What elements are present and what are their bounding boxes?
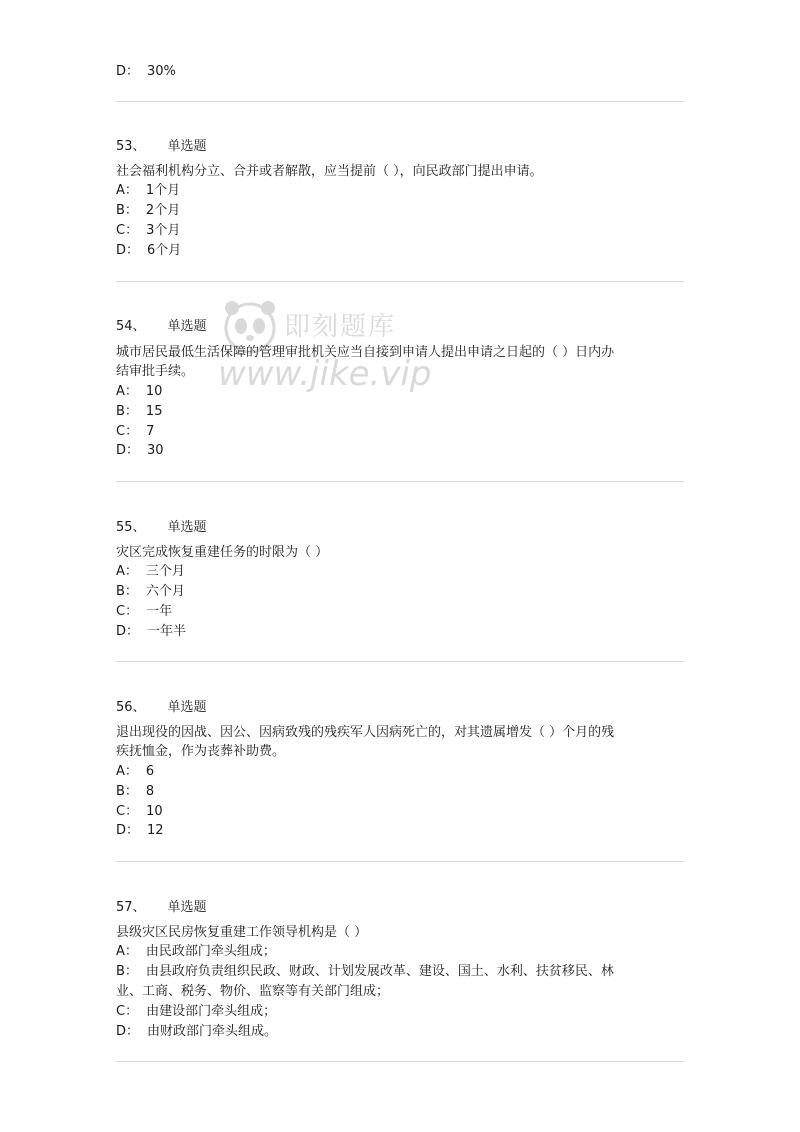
question-header-56 bbox=[116, 698, 207, 718]
question-header-55 bbox=[116, 518, 207, 538]
option-text: 6 bbox=[145, 764, 155, 779]
option-text: 15 bbox=[145, 404, 163, 419]
option-label: B： bbox=[116, 584, 138, 599]
option-text: 由县政府负责组织民政、财政、计划发展改革、建设、国土、水利、扶贫移民、林 bbox=[145, 964, 614, 979]
option-label: C： bbox=[116, 424, 139, 439]
option-label: A： bbox=[116, 764, 138, 779]
question-header-53 bbox=[116, 137, 207, 157]
option-text: 8 bbox=[145, 784, 155, 799]
option-label: C： bbox=[116, 604, 139, 619]
option-d bbox=[116, 821, 164, 841]
option-a bbox=[116, 762, 154, 782]
question-number: 54、 bbox=[116, 319, 146, 334]
option-text: 30 bbox=[147, 443, 164, 458]
option-label: C： bbox=[116, 223, 139, 238]
option-text: 12 bbox=[147, 823, 164, 838]
question-stem: 县级灾区民房恢复重建工作领导机构是（ ） bbox=[116, 925, 368, 940]
option-text: 一年 bbox=[146, 604, 173, 619]
option-label: D： bbox=[116, 64, 140, 79]
option-text: 1个月 bbox=[145, 183, 181, 198]
question-stem: 灾区完成恢复重建任务的时限为（ ） bbox=[116, 545, 329, 560]
option-a bbox=[116, 562, 185, 582]
option-text: 10 bbox=[145, 384, 163, 399]
divider bbox=[116, 101, 684, 102]
question-type: 单选题 bbox=[167, 900, 207, 915]
option-b bbox=[116, 782, 154, 802]
question-stem-cont: 结审批手续。 bbox=[116, 364, 195, 379]
question-number: 57、 bbox=[116, 900, 146, 915]
question-number: 55、 bbox=[116, 520, 146, 535]
divider bbox=[116, 481, 684, 482]
option-text: 6个月 bbox=[147, 243, 182, 258]
option-b bbox=[116, 402, 162, 422]
option-label: D： bbox=[116, 1024, 140, 1039]
option-d bbox=[116, 441, 164, 461]
question-header-57 bbox=[116, 898, 207, 918]
option-label: B： bbox=[116, 404, 138, 419]
option-d bbox=[116, 241, 181, 261]
divider bbox=[116, 281, 684, 282]
option-text: 7 bbox=[146, 424, 155, 439]
watermark-url: www.jike.vip bbox=[218, 354, 432, 394]
divider bbox=[116, 861, 684, 862]
option-label: D： bbox=[116, 823, 140, 838]
option-a bbox=[116, 382, 162, 402]
divider bbox=[116, 1061, 684, 1062]
option-c bbox=[116, 422, 154, 442]
option-b bbox=[116, 962, 614, 982]
question-number: 56、 bbox=[116, 700, 146, 715]
divider bbox=[116, 661, 684, 662]
option-text: 2个月 bbox=[145, 203, 181, 218]
prev-option-d bbox=[116, 62, 176, 82]
option-label: B： bbox=[116, 784, 138, 799]
option-label: B： bbox=[116, 964, 138, 979]
option-text: 六个月 bbox=[145, 584, 185, 599]
option-a bbox=[116, 181, 180, 201]
option-label: C： bbox=[116, 1004, 139, 1019]
option-label: C： bbox=[116, 804, 139, 819]
option-label: A： bbox=[116, 564, 138, 579]
question-stem: 社会福利机构分立、合并或者解散，应当提前（ ），向民政部门提出申请。 bbox=[116, 164, 543, 179]
option-text: 3个月 bbox=[146, 223, 181, 238]
question-stem: 退出现役的因战、因公、因病致残的残疾军人因病死亡的，对其遗属增发（ ）个月的残 bbox=[116, 725, 615, 740]
option-text: 由财政部门牵头组成。 bbox=[147, 1024, 278, 1039]
question-number: 53、 bbox=[116, 139, 146, 154]
question-type: 单选题 bbox=[167, 700, 207, 715]
option-text: 由民政部门牵头组成； bbox=[145, 944, 276, 959]
option-d bbox=[116, 1022, 277, 1042]
option-text: 10 bbox=[146, 804, 163, 819]
option-label: D： bbox=[116, 443, 140, 458]
option-c bbox=[116, 1002, 276, 1022]
question-header-54 bbox=[116, 317, 207, 337]
option-text: 由建设部门牵头组成； bbox=[146, 1004, 277, 1019]
question-stem-cont: 疾抚恤金，作为丧葬补助费。 bbox=[116, 744, 286, 759]
option-a bbox=[116, 942, 276, 962]
option-text: 一年半 bbox=[147, 624, 187, 639]
option-label: A： bbox=[116, 944, 138, 959]
option-b bbox=[116, 201, 180, 221]
question-type: 单选题 bbox=[167, 520, 207, 535]
question-type: 单选题 bbox=[167, 319, 207, 334]
watermark-brand: 即刻题库 bbox=[284, 312, 397, 342]
option-d bbox=[116, 622, 186, 642]
option-label: A： bbox=[116, 384, 138, 399]
option-label: A： bbox=[116, 183, 138, 198]
question-stem: 城市居民最低生活保障的管理审批机关应当自接到申请人提出申请之日起的（ ）日内办 bbox=[116, 345, 615, 360]
option-label: D： bbox=[116, 624, 140, 639]
option-label: B： bbox=[116, 203, 138, 218]
option-label: D： bbox=[116, 243, 140, 258]
option-c bbox=[116, 802, 163, 822]
option-b-cont: 业、工商、税务、物价、监察等有关部门组成； bbox=[116, 984, 390, 999]
option-c bbox=[116, 602, 172, 622]
question-type: 单选题 bbox=[167, 139, 207, 154]
option-text: 30% bbox=[147, 64, 176, 79]
option-text: 三个月 bbox=[145, 564, 185, 579]
option-c bbox=[116, 221, 180, 241]
option-b bbox=[116, 582, 185, 602]
